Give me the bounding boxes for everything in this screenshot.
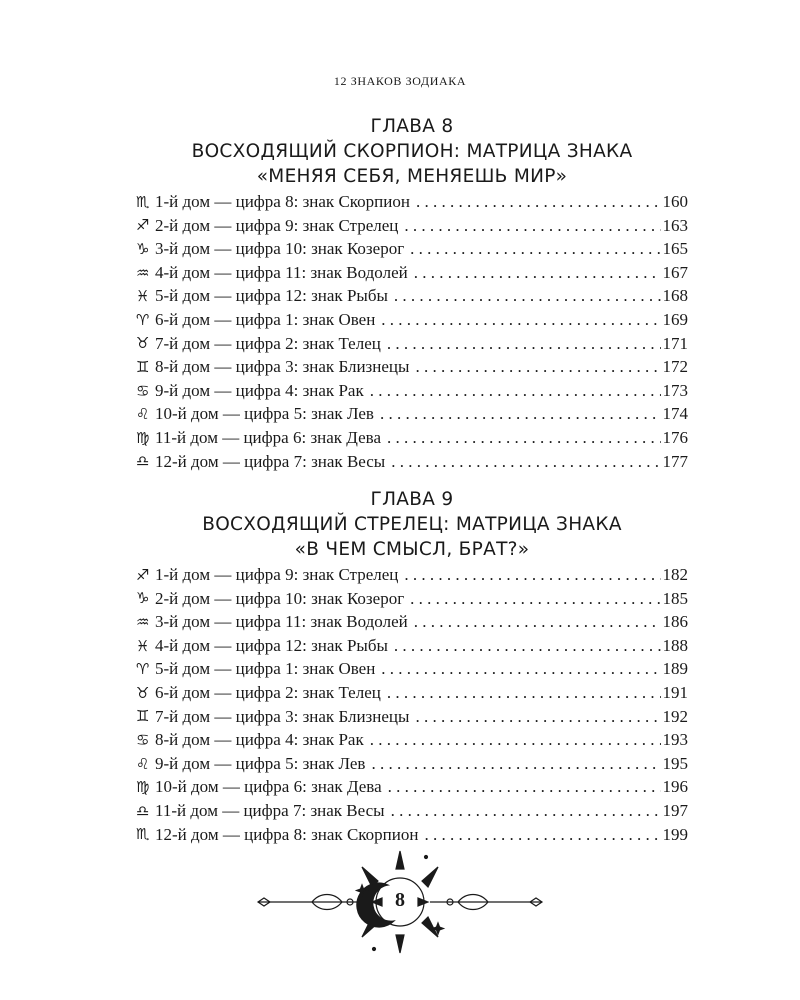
virgo-icon: ♍ — [136, 778, 150, 797]
dot-leader — [408, 610, 661, 634]
capricorn-icon: ♑ — [136, 589, 150, 608]
chapter-9-section — [136, 487, 688, 846]
toc-entry[interactable] — [136, 728, 688, 752]
dot-leader — [364, 728, 661, 752]
dot-leader — [364, 379, 661, 403]
toc-entry[interactable] — [136, 426, 688, 450]
chapter-8-title — [136, 114, 688, 189]
dot-leader — [374, 402, 661, 426]
toc-entry-text: 9-й дом — цифра 4: знак Рак — [155, 380, 364, 400]
toc-entry[interactable] — [136, 587, 688, 611]
toc-entry[interactable] — [136, 799, 688, 823]
toc-page-number: 177 — [662, 451, 688, 471]
gemini-icon: ♊ — [136, 357, 150, 376]
libra-icon: ♎ — [136, 801, 150, 820]
toc-entry[interactable] — [136, 355, 688, 379]
toc-entry-text: 10-й дом — цифра 5: знак Лев — [155, 404, 374, 424]
toc-entry-text: 3-й дом — цифра 10: знак Козерог — [155, 239, 405, 259]
toc-entry-text: 1-й дом — цифра 9: знак Стрелец — [155, 565, 399, 584]
dot-leader — [382, 775, 661, 799]
chapter-8-toc — [136, 190, 688, 473]
dot-leader — [404, 587, 660, 611]
chapter-8-subtitle: «МЕНЯЯ СЕБЯ, МЕНЯЕШЬ МИР» — [256, 166, 568, 187]
toc-page-number: 192 — [662, 706, 688, 726]
dot-leader — [381, 332, 661, 356]
dot-leader — [409, 705, 660, 729]
toc-page-number: 171 — [662, 333, 688, 353]
toc-entry-text: 6-й дом — цифра 2: знак Телец — [155, 682, 381, 702]
leo-icon: ♌ — [136, 754, 150, 773]
toc-page-number: 173 — [662, 380, 688, 400]
toc-page-number: 172 — [662, 357, 688, 377]
toc-entry-text: 7-й дом — цифра 3: знак Близнецы — [155, 706, 410, 726]
toc-page-number: 197 — [662, 800, 688, 820]
toc-entry-text: 4-й дом — цифра 11: знак Водолей — [155, 262, 408, 282]
toc-entry-text: 8-й дом — цифра 4: знак Рак — [155, 730, 364, 750]
running-head: 12 ЗНАКОВ ЗОДИАКА — [333, 74, 467, 88]
dot-leader — [398, 563, 660, 587]
scorpio-icon: ♏ — [136, 825, 150, 844]
dot-leader — [375, 657, 660, 681]
dot-leader — [385, 450, 660, 474]
dot-leader — [375, 308, 660, 332]
page-ornament — [250, 845, 550, 960]
toc-entry[interactable] — [136, 284, 688, 308]
virgo-icon: ♍ — [136, 428, 150, 447]
taurus-icon: ♉ — [136, 683, 150, 702]
toc-entry[interactable] — [136, 610, 688, 634]
toc-entry[interactable] — [136, 705, 688, 729]
toc-page-number: 188 — [662, 635, 688, 655]
toc-entry-text: 12-й дом — цифра 7: знак Весы — [155, 451, 386, 471]
toc-page-number: 186 — [662, 612, 688, 632]
toc-entry-text: 9-й дом — цифра 5: знак Лев — [155, 753, 366, 773]
toc-page-number: 165 — [662, 239, 688, 259]
dot-leader — [398, 214, 660, 238]
toc-entry-text: 2-й дом — цифра 10: знак Козерог — [155, 588, 405, 608]
toc-entry[interactable] — [136, 823, 688, 847]
toc-page-number: 160 — [662, 192, 688, 211]
toc-entry-text: 10-й дом — цифра 6: знак Дева — [155, 777, 382, 797]
dot-leader — [388, 634, 661, 658]
toc-page-number: 185 — [662, 588, 688, 608]
toc-entry-text: 11-й дом — цифра 6: знак Дева — [155, 427, 382, 447]
toc-page-number: 163 — [662, 215, 688, 235]
dot-leader — [381, 681, 661, 705]
chapter-8-heading: ВОСХОДЯЩИЙ СКОРПИОН: МАТРИЦА ЗНАКА — [191, 141, 633, 162]
pisces-icon: ♓ — [136, 636, 150, 655]
toc-page-number: 199 — [662, 824, 688, 844]
toc-entry-text: 3-й дом — цифра 11: знак Водолей — [155, 612, 408, 632]
toc-entry[interactable] — [136, 214, 688, 238]
toc-page-number: 167 — [662, 262, 688, 282]
gemini-icon: ♊ — [136, 707, 150, 726]
toc-entry[interactable] — [136, 681, 688, 705]
sagittarius-icon: ♐ — [136, 565, 150, 584]
dot-leader — [418, 823, 660, 847]
toc-page-number: 196 — [662, 777, 688, 797]
toc-page-number: 174 — [662, 404, 688, 424]
toc-entry[interactable] — [136, 402, 688, 426]
dot-leader — [381, 426, 660, 450]
toc-entry-text: 7-й дом — цифра 2: знак Телец — [155, 333, 381, 353]
aries-icon: ♈ — [136, 310, 150, 329]
libra-icon: ♎ — [136, 452, 150, 471]
toc-entry[interactable] — [136, 450, 688, 474]
toc-entry[interactable] — [136, 237, 688, 261]
dot-leader — [410, 190, 661, 214]
leo-icon: ♌ — [136, 405, 150, 424]
cancer-icon: ♋ — [136, 730, 150, 749]
toc-entry[interactable] — [136, 308, 688, 332]
pisces-icon: ♓ — [136, 287, 150, 306]
aquarius-icon: ♒ — [136, 612, 150, 631]
toc-entry[interactable] — [136, 190, 688, 214]
aries-icon: ♈ — [136, 660, 150, 679]
capricorn-icon: ♑ — [136, 239, 150, 258]
toc-entry[interactable] — [136, 379, 688, 403]
toc-entry[interactable] — [136, 563, 688, 587]
toc-entry[interactable] — [136, 752, 688, 776]
aquarius-icon: ♒ — [136, 263, 150, 282]
toc-page-number: 168 — [662, 286, 688, 306]
toc-entry[interactable] — [136, 634, 688, 658]
toc-entry[interactable] — [136, 332, 688, 356]
chapter-9-label: ГЛАВА 9 — [370, 489, 454, 510]
chapter-9-title — [136, 487, 688, 562]
taurus-icon: ♉ — [136, 334, 150, 353]
toc-entry-text: 1-й дом — цифра 8: знак Скорпион — [155, 192, 410, 211]
chapter-8-section — [136, 114, 688, 473]
toc-entry-text: 4-й дом — цифра 12: знак Рыбы — [155, 635, 388, 655]
toc-entry-text: 6-й дом — цифра 1: знак Овен — [155, 309, 376, 329]
toc-entry-text: 5-й дом — цифра 1: знак Овен — [155, 659, 376, 679]
toc-page-number: 169 — [662, 309, 688, 329]
toc-entry[interactable] — [136, 657, 688, 681]
toc-entry-text: 12-й дом — цифра 8: знак Скорпион — [155, 824, 419, 844]
toc-entry-text: 8-й дом — цифра 3: знак Близнецы — [155, 357, 410, 377]
dot-leader — [365, 752, 660, 776]
chapter-8-label: ГЛАВА 8 — [370, 116, 454, 137]
page-number: 8 — [395, 889, 405, 911]
dot-leader — [388, 284, 661, 308]
dot-leader — [408, 261, 661, 285]
dot-leader — [385, 799, 661, 823]
scorpio-icon: ♏ — [136, 192, 150, 211]
chapter-9-toc — [136, 563, 688, 846]
cancer-icon: ♋ — [136, 381, 150, 400]
sagittarius-icon: ♐ — [136, 216, 150, 235]
toc-entry[interactable] — [136, 775, 688, 799]
chapter-9-heading: ВОСХОДЯЩИЙ СТРЕЛЕЦ: МАТРИЦА ЗНАКА — [202, 514, 622, 535]
dot-leader — [404, 237, 660, 261]
toc-entry-text: 5-й дом — цифра 12: знак Рыбы — [155, 286, 388, 306]
toc-page-number: 193 — [662, 730, 688, 750]
dot-leader — [409, 355, 660, 379]
toc-page-number: 182 — [662, 565, 688, 584]
toc-entry-text: 11-й дом — цифра 7: знак Весы — [155, 800, 385, 820]
chapter-9-subtitle: «В ЧЕМ СМЫСЛ, БРАТ?» — [294, 539, 530, 560]
toc-page-number: 189 — [662, 659, 688, 679]
toc-page-number: 191 — [662, 682, 688, 702]
toc-page-number: 195 — [662, 753, 688, 773]
toc-entry-text: 2-й дом — цифра 9: знак Стрелец — [155, 215, 399, 235]
toc-entry[interactable] — [136, 261, 688, 285]
toc-page-number: 176 — [662, 427, 688, 447]
